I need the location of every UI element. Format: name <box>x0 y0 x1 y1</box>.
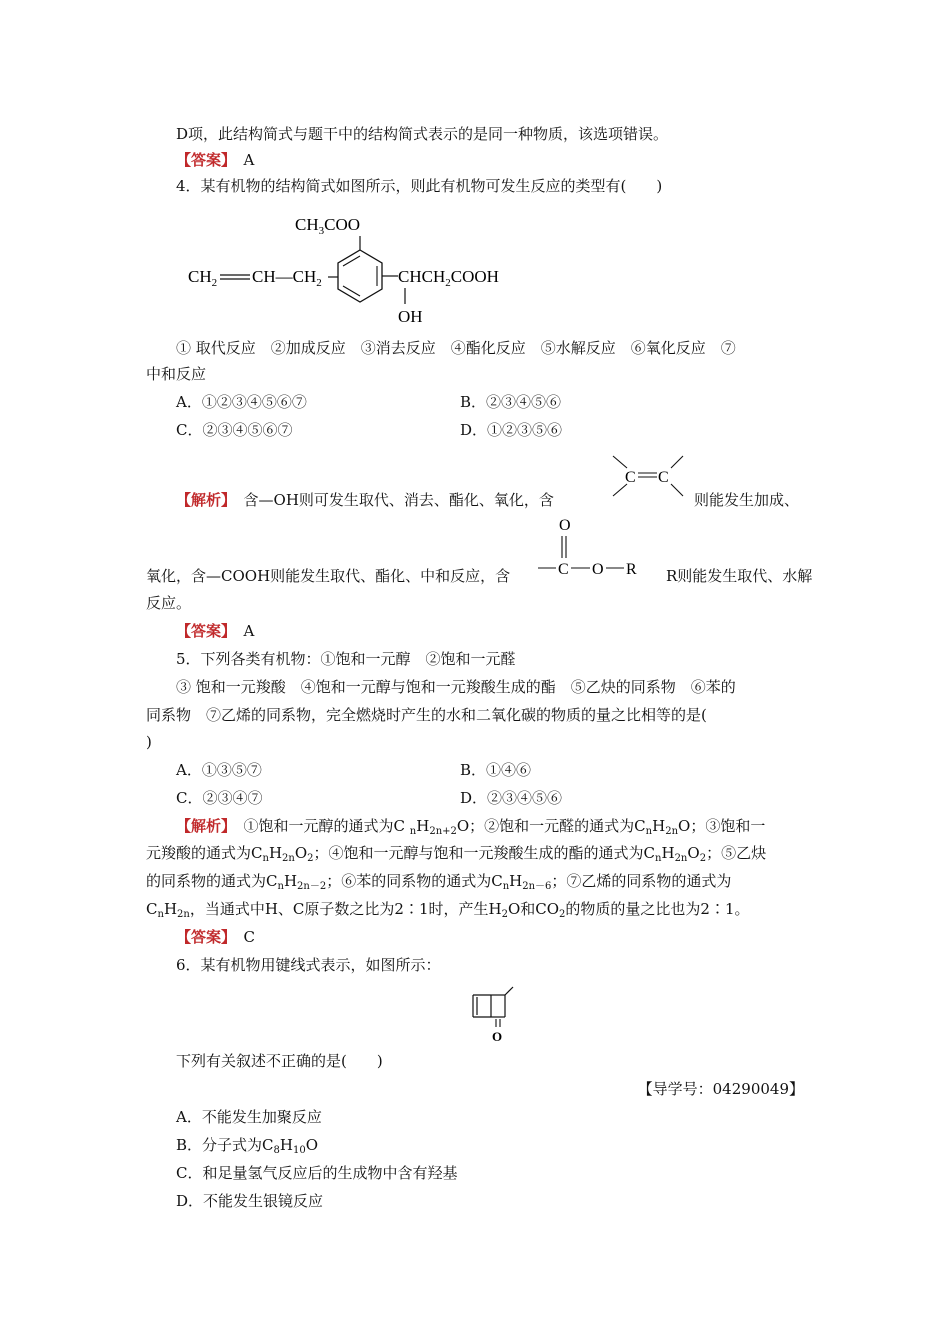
answer-label: 【答案】 <box>176 151 229 169</box>
option-b: B．②③④⑤⑥ <box>460 393 562 411</box>
struct-left-mid: $CH—CH_2$ <box>252 267 322 289</box>
q4-structure-diagram <box>180 208 520 328</box>
q6-option-a: A．不能发生加聚反应 <box>176 1108 322 1126</box>
q3-tail-text: D项，此结构简式与题干中的结构简式表示的是同一种物质，该选项错误。 <box>176 125 669 143</box>
q5-analysis-line3: 的同系物的通式为$C_nH_{2n-2}$；⑥苯的同系物的通式为$C_nH_{2n-6}$；⑦乙烯的同系物的通式为 <box>146 872 732 892</box>
q6-o-label: O <box>492 1029 503 1044</box>
option-b: B．①④⑥ <box>460 761 532 779</box>
ester-o-top: O <box>559 517 571 534</box>
q5-stem1: 5．下列各类有机物：①饱和一元醇 ②饱和一元醛 <box>176 650 516 668</box>
q4-types-line1: ① 取代反应 ②加成反应 ③消去反应 ④酯化反应 ⑤水解反应 ⑥氧化反应 ⑦ <box>176 339 736 357</box>
q4-options-ab <box>176 391 836 413</box>
q4-analysis-line2: 氧化，含—COOH则能发生取代、酯化、中和反应，含 R则能发生取代、水解 <box>146 567 813 585</box>
q5-answer: 【答案】 C <box>176 928 256 946</box>
q4-analysis-line3: 反应。 <box>146 594 192 612</box>
ester-r: R <box>626 561 637 578</box>
q6-skeletal-diagram <box>465 983 525 1045</box>
option-c: C．②③④⑤⑥⑦ <box>176 421 293 439</box>
struct-top-ch3: $CH_3COO$ <box>295 215 361 237</box>
ester-c: C <box>558 561 569 578</box>
q4-answer: 【答案】 A <box>176 622 255 640</box>
q4-analysis-line1: 【解析】 含—OH则可发生取代、消去、酯化、氧化，含 则能发生加成、 <box>176 491 800 509</box>
q5-options-ab <box>176 759 836 781</box>
analysis-label: 【解析】 <box>176 491 229 509</box>
q5-analysis-line1: 【解析】 ①饱和一元醇的通式为C $_nH_{2n+2}O$；②饱和一元醛的通式为$C_nH_{2n}O$；③饱和一 <box>176 817 766 837</box>
q4-options-cd <box>176 419 836 441</box>
alkene-c1: C <box>625 469 636 486</box>
option-a: A．①③⑤⑦ <box>176 761 262 779</box>
q5-stem2: ③ 饱和一元羧酸 ④饱和一元醇与饱和一元羧酸生成的酯 ⑤乙炔的同系物 ⑥苯的 <box>176 678 736 696</box>
q5-options-cd <box>176 787 836 809</box>
q3-answer: 【答案】 A <box>176 151 255 169</box>
q5-stem4: ) <box>146 733 152 751</box>
q6-option-b: B．分子式为$C_8H_{10}O$ <box>176 1136 319 1156</box>
ester-o: O <box>592 561 604 578</box>
q4-types-line2: 中和反应 <box>146 365 207 383</box>
q6-stem: 6．某有机物用键线式表示，如图所示： <box>176 956 441 974</box>
alkene-c2: C <box>658 469 669 486</box>
struct-oh: OH <box>398 307 423 326</box>
q4-stem: 4．某有机物的结构简式如图所示，则此有机物可发生反应的类型有( ) <box>176 177 663 195</box>
q6-prompt: 下列有关叙述不正确的是( ) <box>176 1052 383 1070</box>
q6-option-c: C．和足量氢气反应后的生成物中含有羟基 <box>176 1164 458 1182</box>
option-a: A．①②③④⑤⑥⑦ <box>176 393 307 411</box>
q5-analysis-line4: $C_nH_{2n}$，当通式中H、C原子数之比为2∶1时，产生$H_2O$和$CO_2$的物质的量之比也为2∶1。 <box>146 900 750 920</box>
struct-left-chain: $CH_2$ <box>188 267 218 289</box>
q6-guide-number: 【导学号：04290049】 <box>637 1080 804 1098</box>
struct-right-chain: $CHCH_2COOH$ <box>398 267 499 289</box>
option-d: D．②③④⑤⑥ <box>460 789 563 807</box>
option-d: D．①②③⑤⑥ <box>460 421 563 439</box>
q5-stem3: 同系物 ⑦乙烯的同系物，完全燃烧时产生的水和二氧化碳的物质的量之比相等的是( <box>146 706 707 724</box>
option-c: C．②③④⑦ <box>176 789 263 807</box>
q6-option-d: D．不能发生银镜反应 <box>176 1192 324 1210</box>
q5-analysis-line2: 元羧酸的通式为$C_nH_{2n}O_2$；④饱和一元醇与饱和一元羧酸生成的酯的通式为$C_nH_{2n}O_2$；⑤乙炔 <box>146 844 767 864</box>
